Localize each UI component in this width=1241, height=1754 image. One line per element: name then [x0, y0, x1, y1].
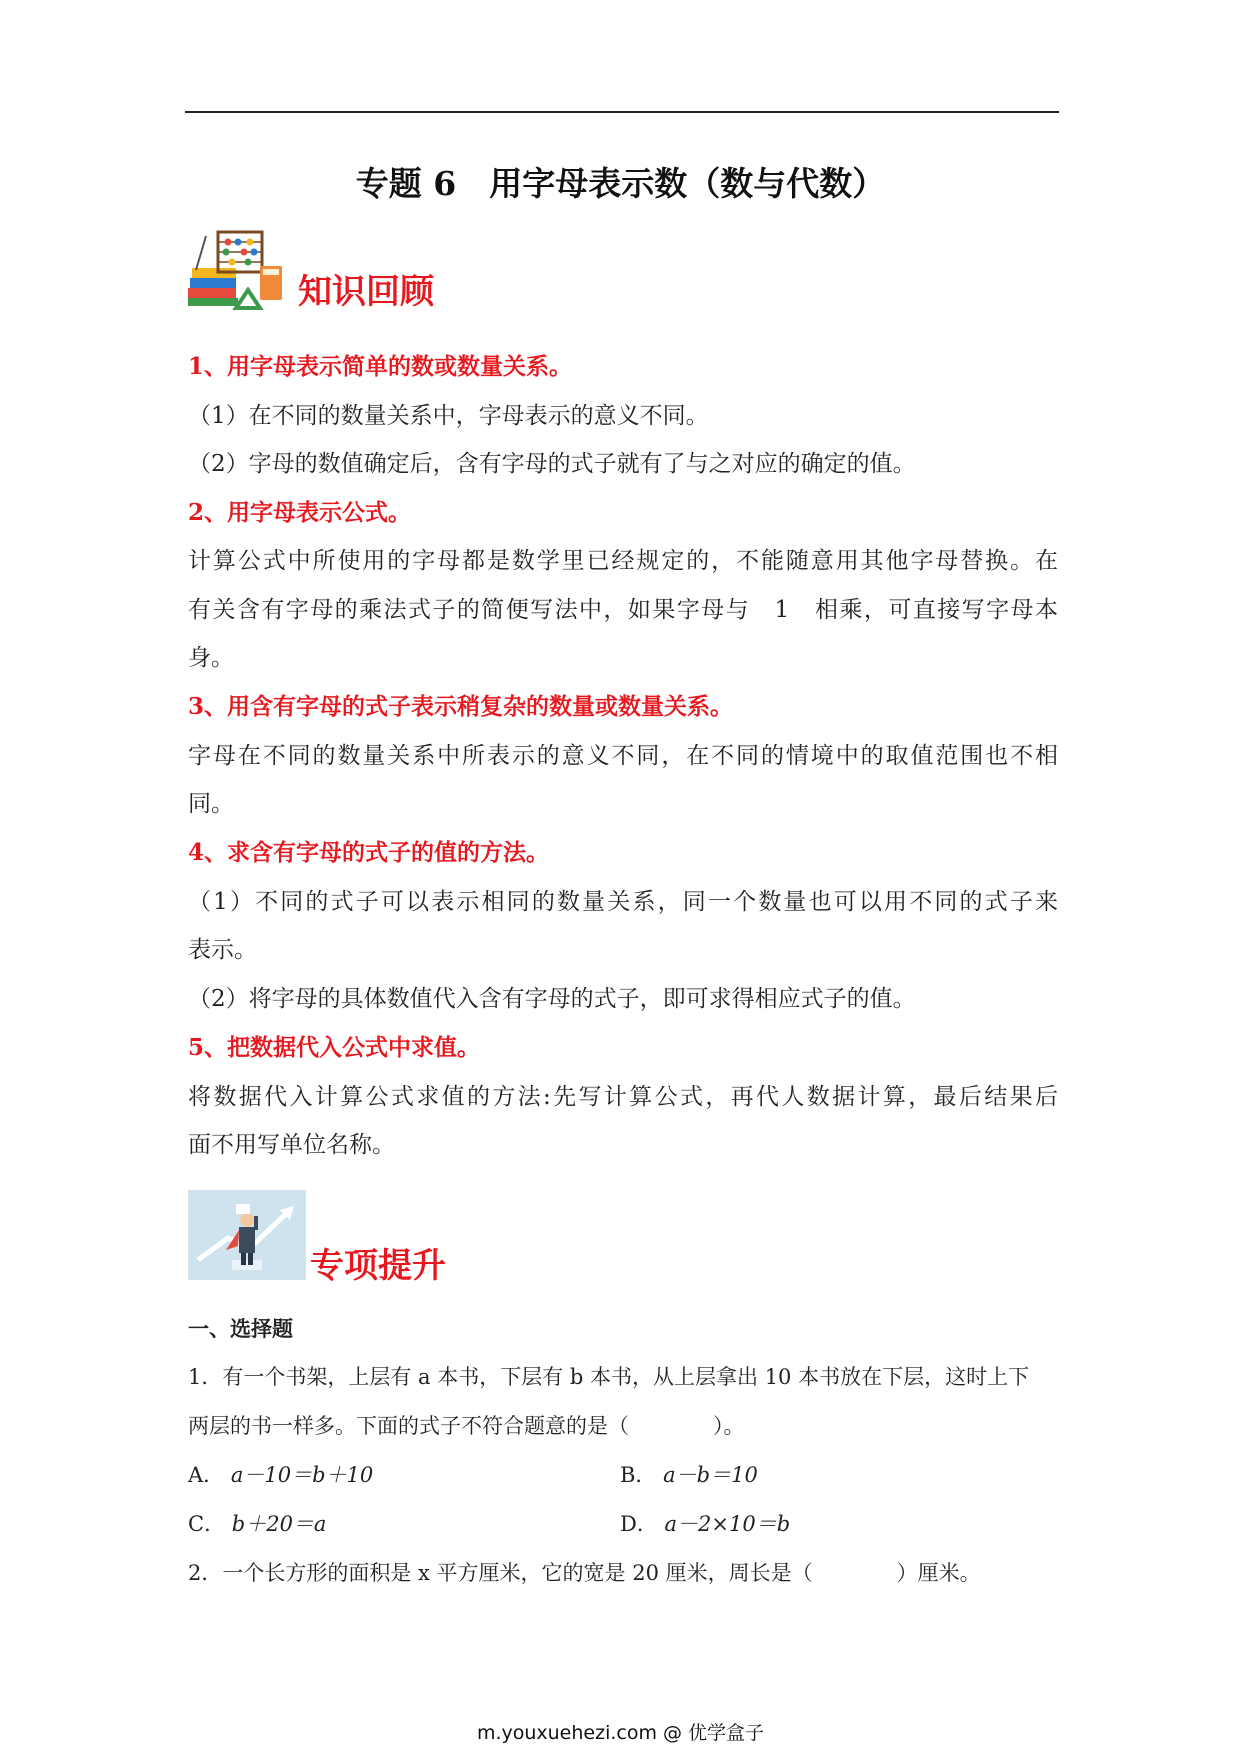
- option-c: [188, 1509, 326, 1539]
- part-title: 一、选择题: [188, 1316, 293, 1341]
- review-heading-1: 1、用字母表示简单的数或数量关系。: [188, 353, 573, 380]
- review-text: 同。: [188, 791, 234, 817]
- option-expression: a－b＝10: [663, 1463, 758, 1487]
- review-text: （1）不同的式子可以表示相同的数量关系，同一个数量也可以用不同的式子来: [188, 889, 1058, 915]
- review-heading-2: 2、用字母表示公式。: [188, 499, 412, 526]
- review-heading-3: 3、用含有字母的式子表示稍复杂的数量或数量关系。: [188, 693, 734, 720]
- practice-heading: 专项提升: [310, 1246, 446, 1286]
- review-heading-5: 5、把数据代入公式中求值。: [188, 1034, 481, 1061]
- option-b: [620, 1460, 758, 1490]
- option-expression: a－2×10＝b: [664, 1512, 791, 1536]
- page-title: 专题 6 用字母表示数（数与代数）: [355, 164, 886, 203]
- person-arrow-illustration: [188, 1190, 306, 1280]
- option-letter: A．: [188, 1463, 225, 1487]
- practice-banner: [188, 1190, 508, 1290]
- question-2-text: 2．一个长方形的面积是 x 平方厘米，它的宽是 20 厘米，周长是（ ）厘米。: [188, 1561, 981, 1585]
- review-text: 将数据代入计算公式求值的方法:先写计算公式，再代人数据计算，最后结果后: [188, 1084, 1058, 1110]
- question-1-text: 1．有一个书架，上层有 a 本书，下层有 b 本书，从上层拿出 10 本书放在下层，这时上下: [188, 1365, 1030, 1389]
- review-text: 计算公式中所使用的字母都是数学里已经规定的，不能随意用其他字母替换。在: [188, 548, 1058, 574]
- review-heading-4: 4、求含有字母的式子的值的方法。: [188, 839, 550, 866]
- math-tools-illustration: [188, 226, 288, 326]
- review-text: （2）字母的数值确定后，含有字母的式子就有了与之对应的确定的值。: [188, 451, 916, 477]
- review-text: 字母在不同的数量关系中所表示的意义不同，在不同的情境中的取值范围也不相: [188, 743, 1058, 769]
- review-text: 表示。: [188, 937, 257, 963]
- footer-watermark: m.youxuehezi.com @ 优学盒子: [476, 1722, 765, 1744]
- option-expression: b＋20＝a: [231, 1512, 327, 1536]
- review-banner: [188, 226, 508, 326]
- option-expression: a－10＝b＋10: [230, 1463, 374, 1487]
- review-heading: 知识回顾: [298, 272, 434, 312]
- option-a: [188, 1460, 373, 1490]
- review-text: （1）在不同的数量关系中，字母表示的意义不同。: [188, 403, 709, 429]
- review-text: 面不用写单位名称。: [188, 1132, 395, 1158]
- option-letter: B．: [620, 1463, 657, 1487]
- question-1-text: 两层的书一样多。下面的式子不符合题意的是（ ）。: [188, 1414, 745, 1438]
- review-text: （2）将字母的具体数值代入含有字母的式子，即可求得相应式子的值。: [188, 986, 916, 1012]
- review-text: 身。: [188, 645, 234, 671]
- option-letter: D．: [620, 1512, 658, 1536]
- option-d: [620, 1509, 790, 1539]
- header-rule: [185, 111, 1059, 113]
- option-letter: C．: [188, 1512, 226, 1536]
- review-text: 有关含有字母的乘法式子的简便写法中，如果字母与 1 相乘，可直接写字母本: [188, 597, 1058, 623]
